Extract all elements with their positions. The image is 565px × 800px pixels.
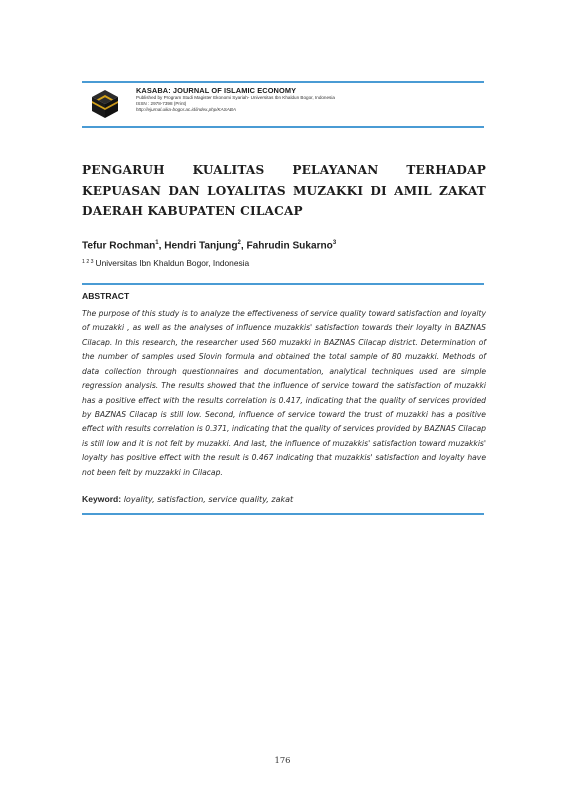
- journal-name: KASABA: JOURNAL OF ISLAMIC ECONOMY: [136, 86, 297, 95]
- keyword-value: loyality, satisfaction, service quality, zakat: [123, 495, 294, 504]
- author-list: Tefur Rochman$^1$, Hendri Tanjung$^2$, Fahrudin Sukarno$^3$: [82, 240, 337, 252]
- abstract-top-rule: [82, 283, 484, 285]
- article-title: PENGARUH KUALITAS PELAYANAN TERHADAP KEPUASAN DAN LOYALITAS MUZAKKI DI AMIL ZAKAT DAERAH KABUPATEN CILACAP: [82, 163, 486, 218]
- issn-line: ISSN : 2978-7398 (Print): [136, 101, 187, 107]
- header-top-rule: [82, 81, 484, 83]
- header-bottom-rule: [82, 126, 484, 128]
- abstract-heading: ABSTRACT: [82, 291, 130, 301]
- journal-url-link[interactable]: http://ejurnal.uika-bogor.ac.id/index.php/KASABA: [136, 107, 236, 113]
- author-name: Fahrudin Sukarno: [246, 240, 333, 252]
- affiliation-text: Universitas Ibn Khaldun Bogor, Indonesia: [95, 258, 250, 268]
- keyword-line: [82, 494, 486, 504]
- keyword-label: Keyword:: [82, 494, 122, 504]
- abstract-body: The purpose of this study is to analyze the effectiveness of service quality toward satisfaction and loyalty of muzakki , as well as the analyses of influence muzakkis' satisfaction towards their loyalty in BAZNAS Cilacap. In this research, the researcher used 560 muzakki in BAZNAS Cilacap district. Determination of the number of samples used Slovin formula and obtained the total sample of 80 muzakki. Methods of data collection through questionnaires and documentation, analytical techniques used are simple regression analysis. The results showed that the influence of service toward the satisfaction of muzakki has a positive effect with the results correlation is 0.417, indicating that the quality of services provided by BAZNAS Cilacap is still low. Second, influence of service toward the trust of muzakki has a positive effect with results correlation is 0.371, indicating that the quality of services provided by BAZNAS Cilacap is still low and it is not felt by muzakki. And last, the influence of muzakkis' satisfaction toward muzakkis' loyalty has positive effect with the result is 0.467 indicating that muzakkis' satisfaction and loyalty have not been felt by muzzakki in Cilacap.: [82, 309, 486, 477]
- abstract-bottom-rule: [82, 513, 484, 515]
- author-name: Hendri Tanjung: [164, 240, 238, 252]
- affiliation-sup: 1 2 3: [82, 259, 94, 265]
- journal-header: [136, 86, 481, 114]
- author-sup: 2: [237, 240, 241, 246]
- page-number: 176: [274, 755, 291, 765]
- author-sup: 3: [332, 240, 337, 246]
- author-sup: 1: [155, 240, 159, 246]
- kaaba-logo-icon: [90, 88, 120, 120]
- affiliation: [82, 258, 486, 268]
- publisher-line: Published by Program Studi Magister Ekonomi Syariah- Universitas Ibn Khaldun Bogor, Indonesia: [136, 95, 335, 100]
- author-name: Tefur Rochman: [82, 240, 156, 252]
